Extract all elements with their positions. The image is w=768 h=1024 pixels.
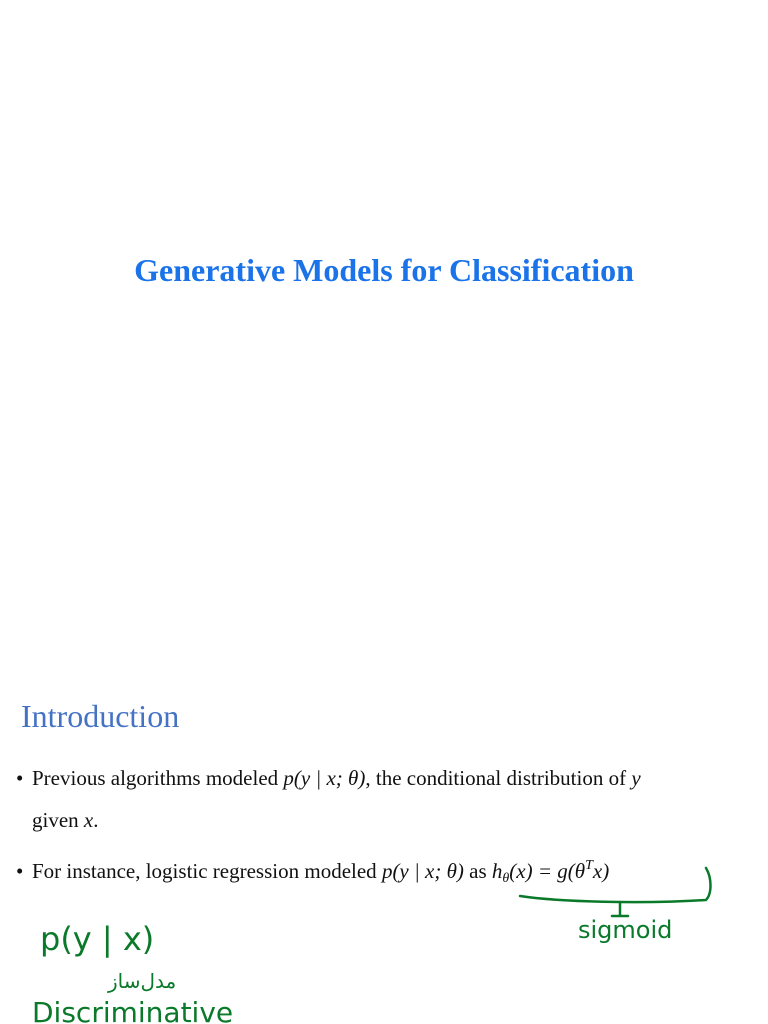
bullet-item-1 (16, 766, 641, 791)
bullet-2-math-1: p(y | x; θ) (381, 859, 464, 883)
bullet-2-end: x) (592, 859, 610, 883)
bullet-1-middle: , the conditional distribution of (365, 766, 632, 790)
brace-tick (612, 902, 628, 916)
bullet-2-middle: as (463, 859, 492, 883)
bullet-1-cont-prefix: given (32, 808, 84, 832)
bullet-2-prefix: For instance, logistic regression modeled (32, 859, 382, 883)
bullet-item-2 (16, 858, 609, 887)
slide-title: Generative Models for Classification (134, 252, 634, 288)
bullet-1-math-2: y (631, 766, 641, 790)
bullet-1-math-1: p(y | x; θ) (283, 766, 366, 790)
bullet-1-cont-suffix: . (93, 808, 99, 832)
bullet-2-superscript: T (585, 858, 593, 873)
persian-note: مدل‌ساز (108, 969, 177, 993)
bullet-1-math-3: x (83, 808, 94, 832)
bullet-2-h: h (491, 859, 503, 883)
p-y-given-x-note: p(y | x) (40, 920, 155, 958)
content-slide (0, 560, 768, 1024)
handwritten-annotations (0, 560, 768, 1024)
bullet-item-1-continuation (32, 808, 98, 833)
bullet-icon: • (16, 766, 24, 790)
bullet-2-h-rest: (x) = g(θ (509, 859, 586, 883)
bullet-1-prefix: Previous algorithms modeled (32, 766, 284, 790)
section-heading: Introduction (21, 698, 180, 734)
discriminative-note: Discriminative (32, 996, 234, 1024)
sigmoid-note: sigmoid (578, 916, 673, 944)
bullet-icon: • (16, 859, 24, 883)
bullet-2-h-subscript: θ (502, 871, 510, 886)
